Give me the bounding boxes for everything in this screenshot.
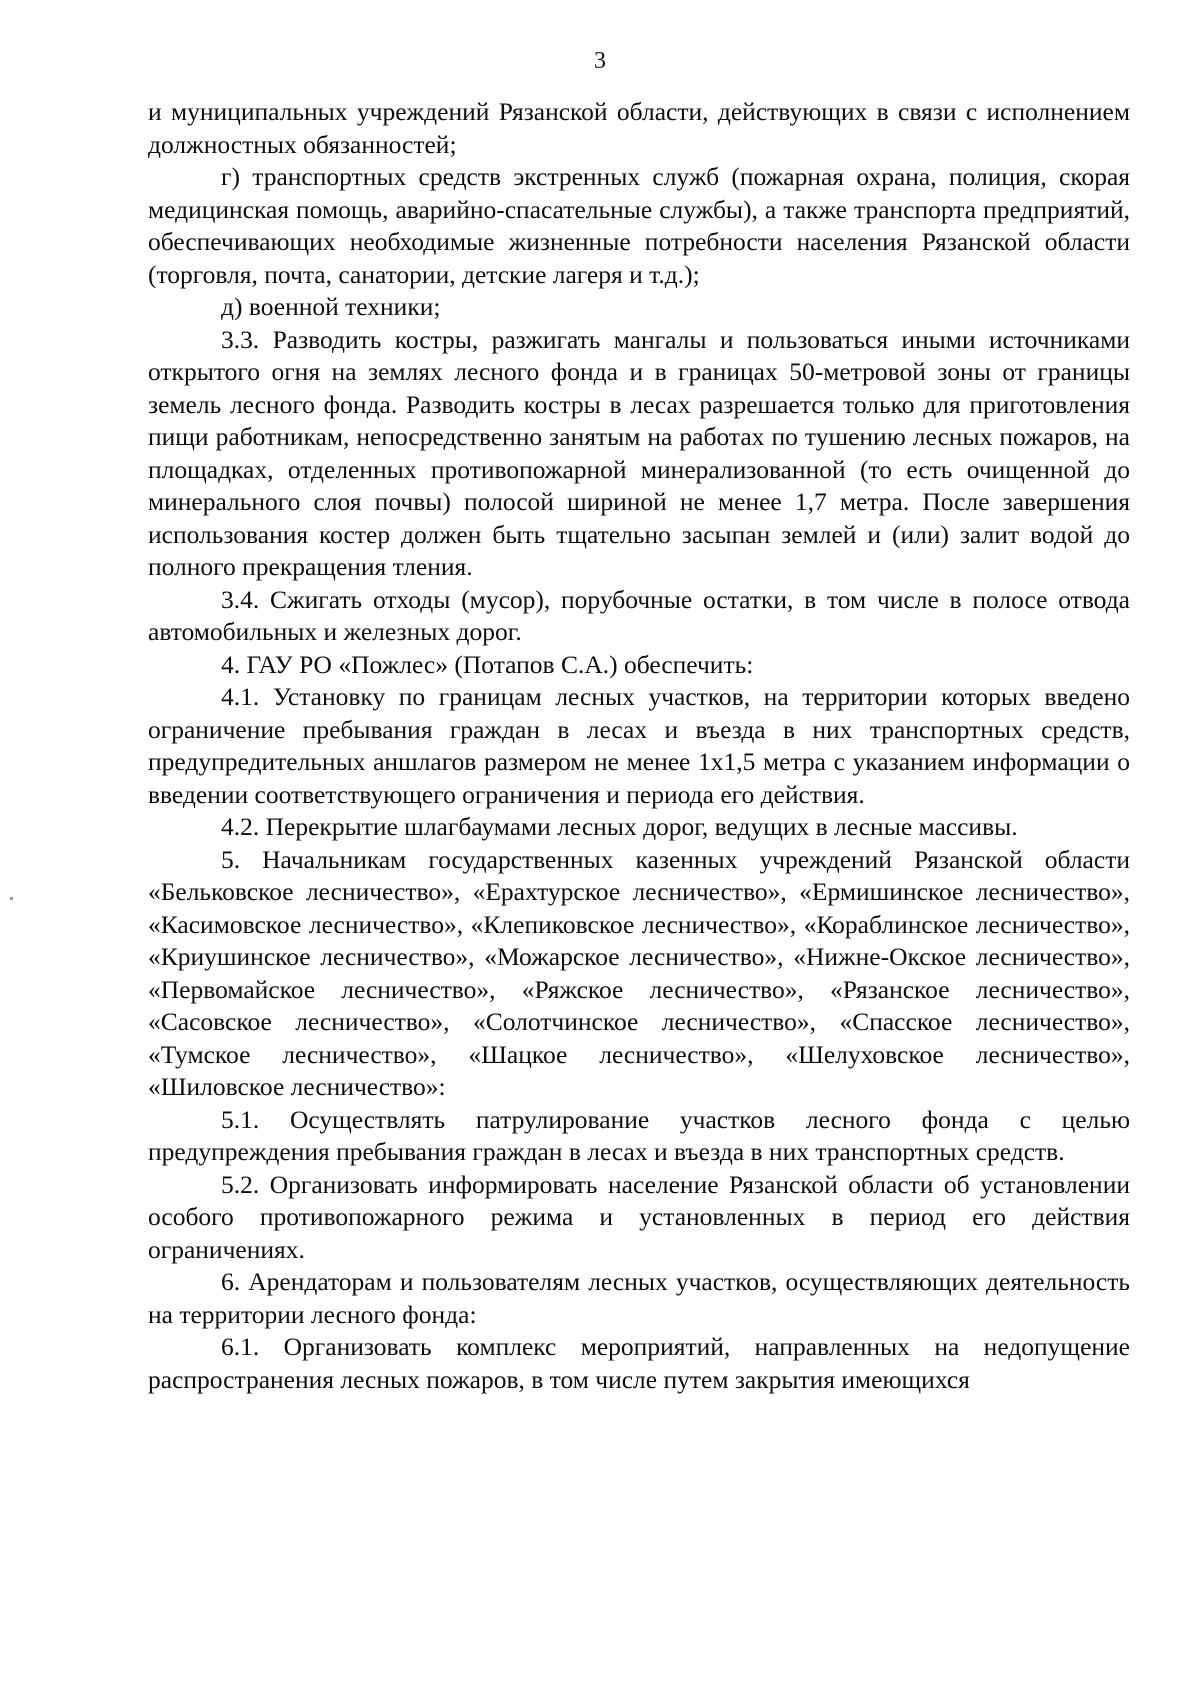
document-body — [148, 96, 1130, 1396]
scan-speck — [10, 897, 13, 900]
paragraph-item-g: г) транспортных средств экстренных служб (пожарная охрана, полиция, скорая медицинская помощь, аварийно-спасательные службы), а также транспорта предприятий, обеспечивающих необходимые жизненные потребности населения Рязанской области (торговля, почта, санатории, детские лагеря и т.д.); — [148, 162, 1130, 289]
paragraph-4-1: 4.1. Установку по границам лесных участков, на территории которых введено ограничение пребывания граждан в лесах и въезда в них транспортных средств, предупредительных аншлагов размером не менее 1x1,5 метра с указанием информации о введении соответствующего ограничения и периода его действия. — [148, 682, 1130, 809]
paragraph-3-4: 3.4. Сжигать отходы (мусор), порубочные остатки, в том числе в полосе отвода автомобильных и железных дорог. — [148, 584, 1130, 646]
paragraph-continuation: и муниципальных учреждений Рязанской области, действующих в связи с исполнением должностных обязанностей; — [148, 97, 1130, 159]
paragraph-4-2: 4.2. Перекрытие шлагбаумами лесных дорог, ведущих в лесные массивы. — [221, 812, 1018, 841]
paragraph-item-d: д) военной техники; — [221, 292, 441, 321]
paragraph-4: 4. ГАУ РО «Пожлес» (Потапов С.А.) обеспечить: — [221, 649, 754, 679]
paragraph-5: 5. Начальникам государственных казенных учреждений Рязанской области «Бельковское лесничество», «Ерахтурское лесничество», «Ермишинское лесничество», «Касимовское лесничество», «Клепиковское лесничество», «Кораблинское лесничество», «Криушинское лесничество», «Можарское лесничество», «Нижне-Окское лесничество», «Первомайское лесничество», «Ряжское лесничество», «Рязанское лесничество», «Сасовское лесничество», «Солотчинское лесничество», «Спасское лесничество», «Тумское лесничество», «Шацкое лесничество», «Шелуховское лесничество», «Шиловское лесничество»: — [148, 844, 1130, 1101]
paragraph-3-3: 3.3. Разводить костры, разжигать мангалы и пользоваться иными источниками открытого огня на землях лесного фонда и в границах 50-метровой зоны от границы земель лесного фонда. Разводить костры в лесах разрешается только для приготовления пищи работникам, непосредственно занятым на работах по тушению лесных пожаров, на площадках, отделенных противопожарной минерализованной (то есть очищенной до минерального слоя почвы) полосой шириной не менее 1,7 метра. После завершения использования костер должен быть тщательно засыпан землей и (или) залит водой до полного прекращения тления. — [148, 324, 1130, 581]
page-number: 3 — [594, 48, 606, 74]
paragraph-5-2: 5.2. Организовать информировать население Рязанской области об установлении особого противопожарного режима и установленных в период его действия ограничениях. — [148, 1169, 1130, 1264]
paragraph-6: 6. Арендаторам и пользователям лесных участков, осуществляющих деятельность на территории лесного фонда: — [148, 1267, 1130, 1329]
paragraph-5-1: 5.1. Осуществлять патрулирование участков лесного фонда с целью предупреждения пребывания граждан в лесах и въезда в них транспортных средств. — [148, 1104, 1130, 1166]
paragraph-6-1: 6.1. Организовать комплекс мероприятий, направленных на недопущение распространения лесных пожаров, в том числе путем закрытия имеющихся — [148, 1332, 1130, 1394]
